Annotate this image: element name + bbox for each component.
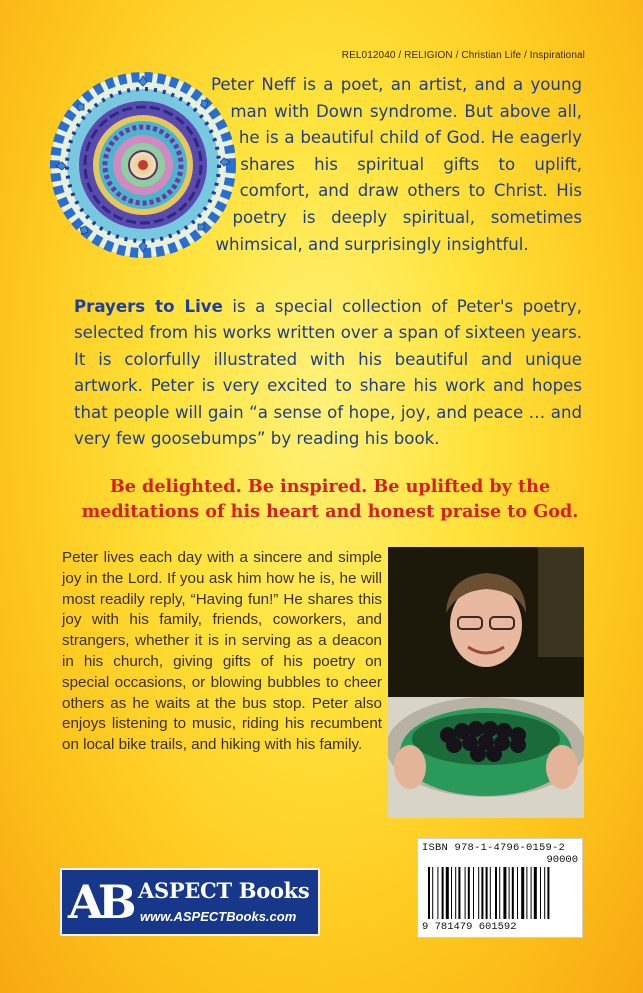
- isbn-barcode: [417, 838, 583, 938]
- publisher-name: ASPECT Books: [138, 878, 310, 903]
- author-photo: [388, 547, 584, 818]
- collection-text: is a special collection of Peter's poetry, selected from his works written over a span of sixteen years. It is colorfully illustrated with his beautiful and unique artwork. Peter is very excited to share his work and hopes that people will gain “a sense of hope, joy, and peace … and very few goosebumps” by reading his book.: [74, 297, 582, 449]
- barcode-digits: 9 781479 601592: [422, 921, 517, 933]
- publisher-logo: [60, 868, 320, 936]
- intro-text: Peter Neff is a poet, an artist, and a young man with Down syndrome. But above all, he is a beautiful child of God. He eagerly shares his spiritual gifts to uplift, comfort, and draw others to Christ. His poetry is deeply spiritual, sometimes whimsical, and surprisingly insightful.: [210, 75, 582, 254]
- barcode-bars: [428, 867, 576, 919]
- collection-paragraph: [74, 294, 582, 452]
- book-title: Prayers to Live: [74, 297, 223, 316]
- publisher-initials: AB: [68, 875, 131, 929]
- author-bio: Peter lives each day with a sincere and simple joy in the Lord. If you ask him how he is, he will most readily reply, “Having fun!” He shares this joy with his family, friends, coworkers, and strangers, whether it is in serving as a deacon in his church, giving gifts of his poetry on special occasions, or blowing bubbles to cheer others as he waits at the bus stop. Peter also enjoys listening to music, riding his recumbent on local bike trails, and hiking with his family.: [62, 549, 382, 754]
- price-code: 90000: [546, 854, 578, 866]
- isbn-number: ISBN 978-1-4796-0159-2: [422, 842, 566, 854]
- category-code: REL012040 / RELIGION / Christian Life / Inspirational: [341, 50, 585, 61]
- publisher-url: www.ASPECTBooks.com: [140, 909, 297, 924]
- intro-paragraph: [74, 72, 582, 284]
- tagline: Be delighted. Be inspired. Be uplifted by the meditations of his heart and honest praise to God.: [81, 476, 579, 522]
